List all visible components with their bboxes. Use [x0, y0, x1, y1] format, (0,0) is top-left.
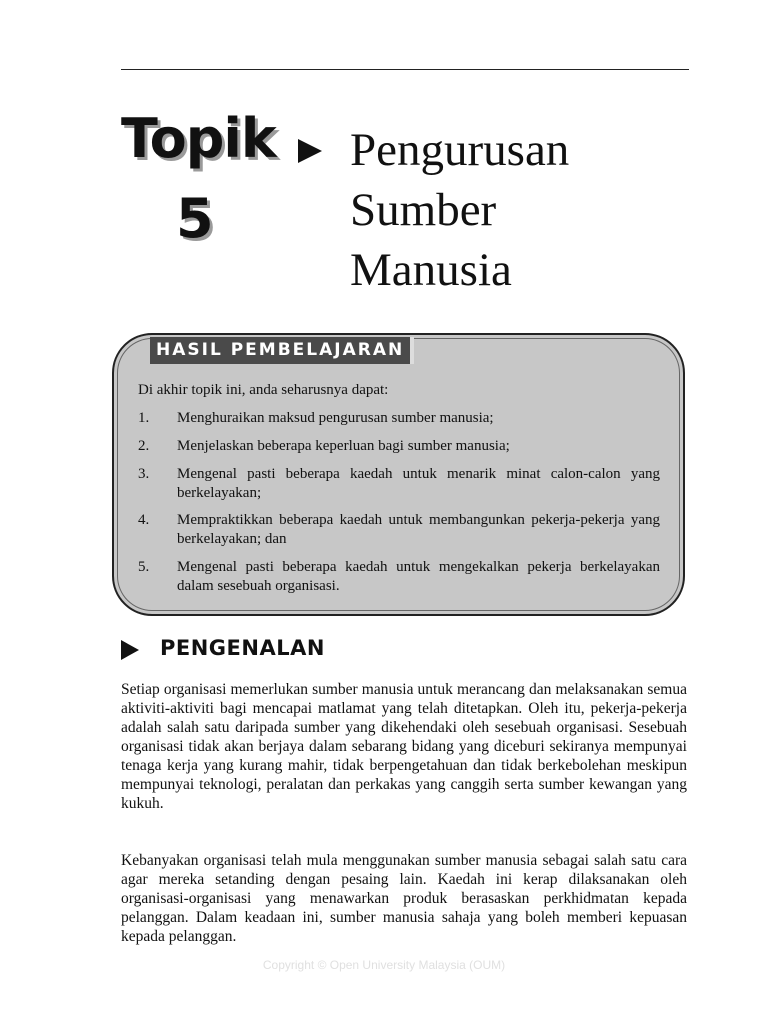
- outcome-item: [138, 511, 660, 549]
- outcome-text: Mempraktikkan beberapa kaedah untuk membangunkan pekerja-pekerja yang berkelayakan; dan: [177, 512, 660, 547]
- play-arrow-icon: [121, 640, 139, 660]
- chapter-title-line: Manusia: [350, 244, 512, 296]
- outcome-number: 1.: [138, 410, 150, 426]
- outcome-item: [138, 437, 660, 456]
- learning-outcomes-label: HASIL PEMBELAJARAN: [150, 337, 414, 364]
- chapter-title-line: Pengurusan: [350, 124, 570, 176]
- chapter-title-line: Sumber: [350, 184, 497, 236]
- play-arrow-icon: [298, 139, 322, 163]
- outcome-number: 4.: [138, 512, 150, 528]
- topic-label: Topik: [121, 107, 276, 170]
- outcome-item: [138, 409, 660, 428]
- outcome-text: Mengenal pasti beberapa kaedah untuk mengekalkan pekerja berkelayakan dalam sesebuah organisasi.: [177, 559, 660, 594]
- body-paragraph: Setiap organisasi memerlukan sumber manusia untuk merancang dan melaksanakan semua aktiviti-aktiviti bagi mencapai matlamat yang telah ditetapkan. Oleh itu, pekerja-pekerja adalah salah satu daripada sumber yang dikehendaki oleh sesebuah organisasi. Sesebuah organisasi tidak akan berjaya dalam sebarang bidang yang diceburi sekiranya mempunyai tenaga kerja yang kurang mahir, tidak berpengetahuan dan tidak berkebolehan meskipun mempunyai teknologi, peralatan dan perkakas yang canggih serta sumber kewangan yang kukuh.: [121, 681, 687, 812]
- outcome-number: 5.: [138, 559, 150, 575]
- topic-number: 5: [176, 187, 214, 250]
- outcome-number: 3.: [138, 466, 150, 482]
- top-rule: [121, 69, 689, 70]
- outcome-text: Menjelaskan beberapa keperluan bagi sumber manusia;: [177, 438, 510, 454]
- body-paragraph: Kebanyakan organisasi telah mula menggunakan sumber manusia sebagai salah satu cara agar mereka setanding dengan pesaing lain. Kaedah ini kerap dilaksanakan oleh organisasi-organisasi yang menawarkan produk berasaskan perkhidmatan kepada pelanggan. Dalam keadaan ini, sumber manusia sahaja yang boleh memberi kepuasan kepada pelanggan.: [121, 852, 687, 945]
- outcome-item: [138, 465, 660, 503]
- section-heading: PENGENALAN: [160, 636, 325, 660]
- learning-outcomes-intro: Di akhir topik ini, anda seharusnya dapat:: [138, 382, 389, 398]
- chapter-title: [350, 120, 569, 300]
- outcome-item: [138, 558, 660, 596]
- outcome-text: Menghuraikan maksud pengurusan sumber manusia;: [177, 410, 494, 426]
- copyright-watermark: Copyright © Open University Malaysia (OUM): [262, 958, 506, 972]
- outcome-number: 2.: [138, 438, 150, 454]
- outcome-text: Mengenal pasti beberapa kaedah untuk menarik minat calon-calon yang berkelayakan;: [177, 466, 660, 501]
